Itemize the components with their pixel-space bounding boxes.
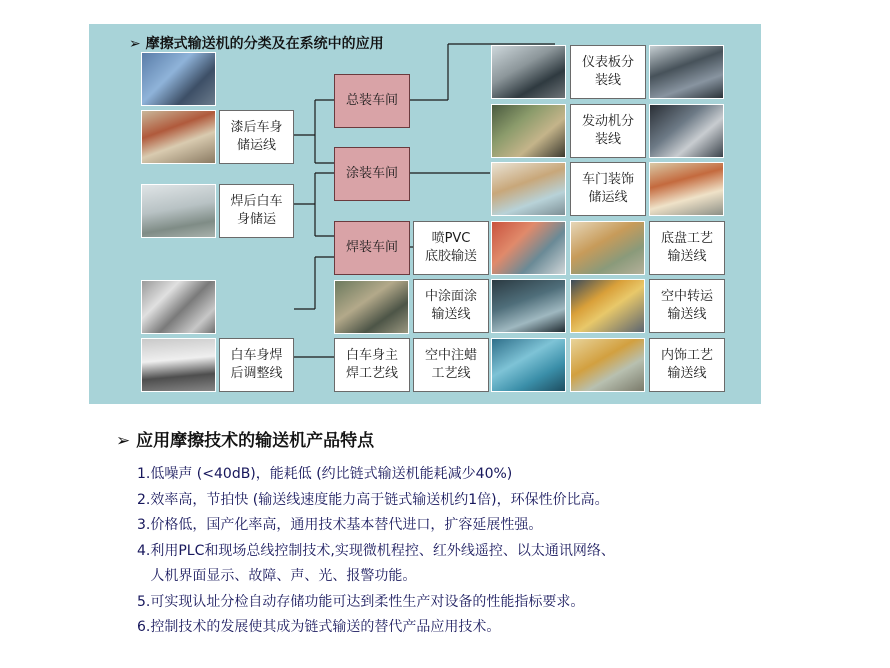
photo-left-5 bbox=[141, 338, 216, 392]
line-mid-top-coat: 中涂面涂 输送线 bbox=[413, 279, 489, 333]
feature-item: 5.可实现认址分检自动存储功能可达到柔性生产对设备的性能指标要求。 bbox=[137, 594, 585, 610]
line-chassis: 底盘工艺 输送线 bbox=[649, 221, 725, 275]
photo-mid-left-1 bbox=[334, 280, 409, 334]
line-post-paint-storage: 漆后车身 储运线 bbox=[219, 110, 294, 164]
line-instrument-panel: 仪表板分 装线 bbox=[570, 45, 646, 99]
line-white-body-adjust: 白车身焊 后调整线 bbox=[219, 338, 294, 392]
photo-right-3 bbox=[649, 162, 724, 216]
workshop-welding: 焊装车间 bbox=[334, 221, 410, 275]
feature-item: 6.控制技术的发展使其成为链式输送的替代产品应用技术。 bbox=[137, 619, 501, 635]
photo-mid-3 bbox=[491, 162, 566, 216]
feature-item: 人机界面显示、故障、声、光、报警功能。 bbox=[137, 568, 417, 584]
feature-item: 2.效率高，节拍快 (输送线速度能力高于链式输送机约1倍)，环保性价比高。 bbox=[137, 492, 609, 508]
workshop-final-assembly: 总装车间 bbox=[334, 74, 410, 128]
photo-right-2 bbox=[649, 104, 724, 158]
line-pvc-sealer: 喷PVC 底胶输送 bbox=[413, 221, 489, 275]
features-title: ➢ 应用摩擦技术的输送机产品特点 bbox=[116, 431, 375, 451]
line-overhead-transfer: 空中转运 输送线 bbox=[649, 279, 725, 333]
photo-right-6 bbox=[570, 338, 645, 392]
line-door-trim-storage: 车门装饰 储运线 bbox=[570, 162, 646, 216]
line-overhead-wax: 空中注蜡 工艺线 bbox=[413, 338, 489, 392]
photo-right-4 bbox=[570, 221, 645, 275]
feature-item: 1.低噪声 (<40dB)，能耗低 (约比链式输送机能耗减少40%) bbox=[137, 466, 513, 482]
photo-right-1 bbox=[649, 45, 724, 99]
photo-mid-1 bbox=[491, 45, 566, 99]
photo-mid-6 bbox=[491, 338, 566, 392]
photo-left-3 bbox=[141, 184, 216, 238]
photo-left-4 bbox=[141, 280, 216, 334]
photo-mid-4 bbox=[491, 221, 566, 275]
photo-left-2 bbox=[141, 110, 216, 164]
line-interior-trim: 内饰工艺 输送线 bbox=[649, 338, 725, 392]
photo-right-5 bbox=[570, 279, 645, 333]
photo-left-1 bbox=[141, 52, 216, 106]
line-white-body-main-weld: 白车身主 焊工艺线 bbox=[334, 338, 410, 392]
line-engine-subassembly: 发动机分 装线 bbox=[570, 104, 646, 158]
diagram-title: ➢ 摩擦式输送机的分类及在系统中的应用 bbox=[129, 36, 384, 52]
photo-mid-5 bbox=[491, 279, 566, 333]
line-post-weld-storage: 焊后白车 身储运 bbox=[219, 184, 294, 238]
feature-item: 4.利用PLC和现场总线控制技术,实现微机程控、红外线遥控、以太通讯网络、 bbox=[137, 543, 615, 559]
photo-mid-2 bbox=[491, 104, 566, 158]
workshop-painting: 涂装车间 bbox=[334, 147, 410, 201]
feature-item: 3.价格低，国产化率高，通用技术基本替代进口，扩容延展性强。 bbox=[137, 517, 543, 533]
